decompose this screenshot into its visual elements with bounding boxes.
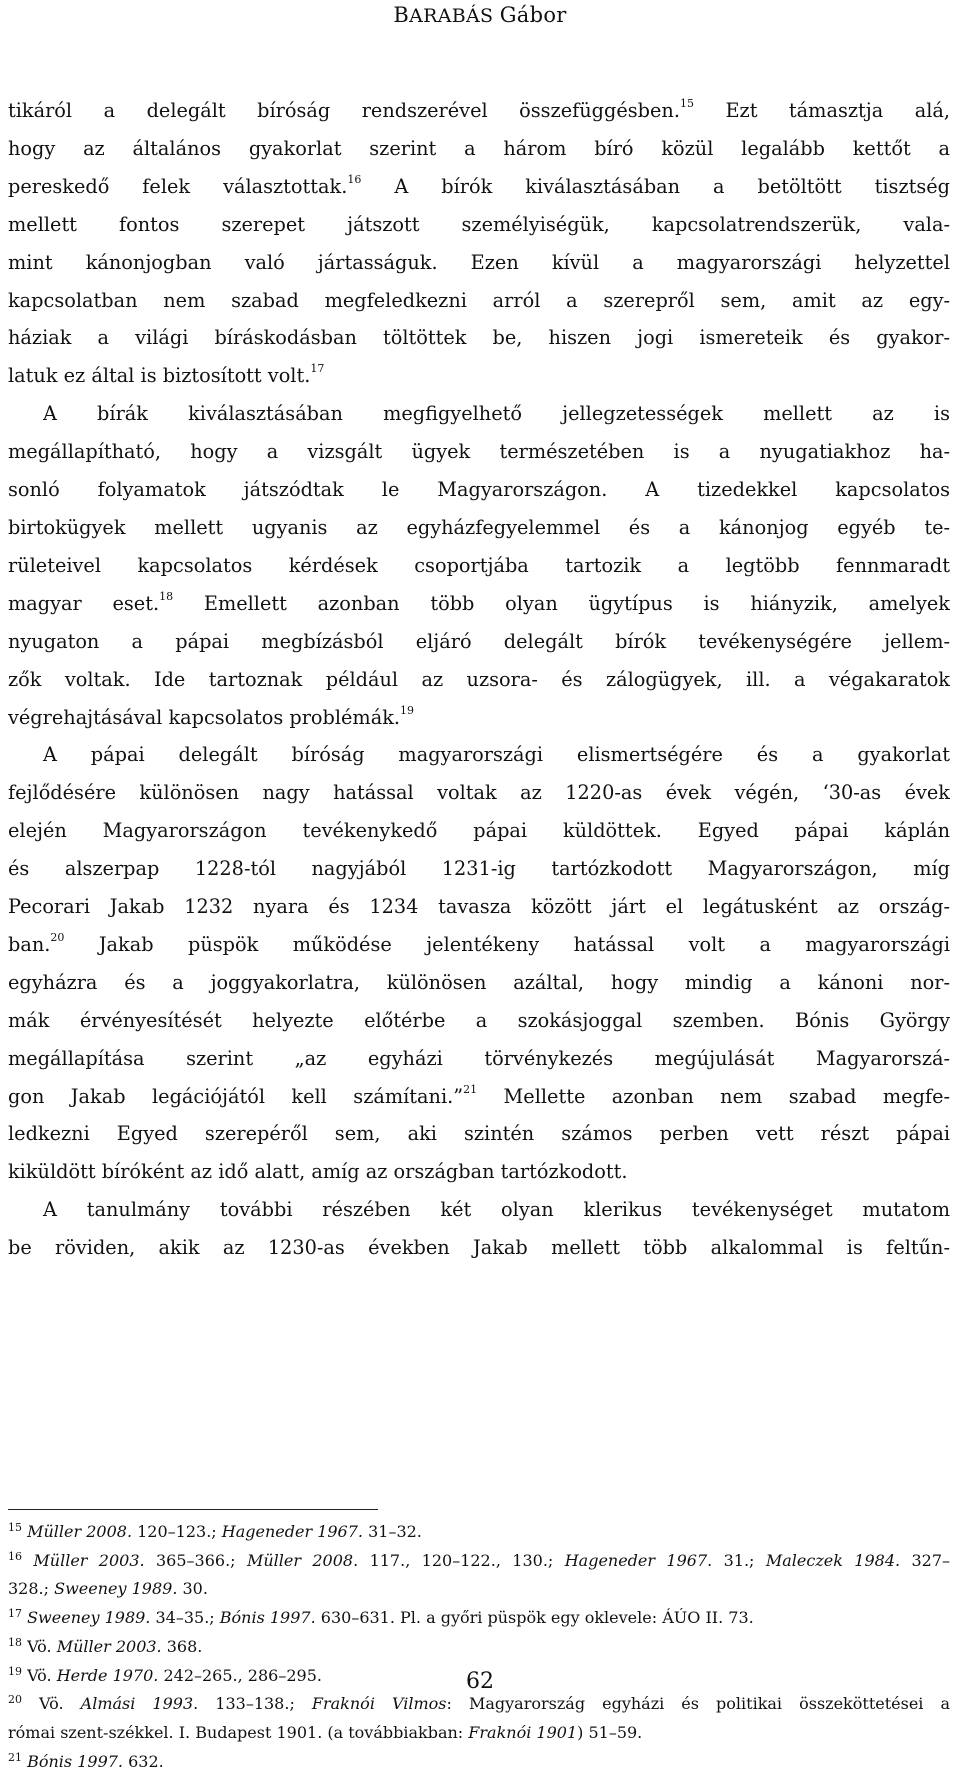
body-line [8, 547, 950, 585]
body-line [8, 623, 950, 661]
body-line [8, 736, 950, 774]
body-line [8, 661, 950, 699]
text-run [22, 1551, 33, 1570]
text-run: Vö. [22, 1636, 57, 1656]
text-run: és alszerpap 1228-tól nagyjából 1231-ig tartózkodott Magyarországon, míg [8, 857, 950, 881]
citation-italic: Hageneder 1967. [221, 1522, 363, 1541]
text-run: római szent-székkel. I. Budapest 1901. (a továbbiakban: [8, 1722, 469, 1742]
footnote-reference: 15 [679, 97, 694, 110]
text-run: nyugaton a pápai megbízásból eljáró delegált bírók tevékenységére jellem- [8, 629, 950, 653]
footnote-number: 21 [8, 1750, 22, 1764]
body-line [8, 1002, 950, 1040]
citation-italic: Sweeney 1989. [54, 1579, 178, 1599]
footnote-line [8, 1604, 950, 1633]
text-run: 328.; [8, 1579, 55, 1599]
footnote-number: 18 [8, 1635, 22, 1649]
citation-italic: Fraknói Vilmos [311, 1694, 447, 1714]
running-header [0, 2, 960, 29]
citation-italic: Müller 2008. [27, 1522, 133, 1541]
footnote-reference: 19 [400, 703, 415, 717]
text-run: ledkezni Egyed szerepéről sem, aki szintén számos perben vett részt pápai [8, 1122, 950, 1146]
body-line [8, 357, 950, 395]
body-line [8, 812, 950, 850]
footnote-line [8, 1719, 950, 1748]
text-run: A bírók kiválasztásában a betöltött tisztség [361, 174, 950, 198]
text-run: kiküldött bíróként az idő alatt, amíg az országban tartózkodott. [8, 1160, 628, 1184]
body-line [8, 774, 950, 812]
author-initial: B [393, 3, 410, 27]
text-run: A tanulmány további részében két olyan klerikus tevékenységet mutatom [43, 1198, 950, 1222]
body-line [8, 1153, 950, 1191]
text-run: hogy az általános gyakorlat szerint a három bíró közül legalább kettőt a [8, 136, 950, 160]
body-line [8, 471, 950, 509]
text-run: magyar eset. [8, 591, 160, 615]
text-run: pereskedő felek választottak. [8, 174, 348, 198]
body-line [8, 1078, 950, 1116]
text-run: sonló folyamatok játszódtak le Magyarországon. A tizedekkel kapcsolatos [8, 478, 950, 502]
text-run: 242–265., 286–295. [158, 1665, 322, 1685]
text-run: birtokügyek mellett ugyanis az egyházfegyelemmel és a kánonjog egyéb te- [8, 515, 950, 539]
text-run: Emellett azonban több olyan ügytípus is hiányzik, amelyek [173, 591, 950, 615]
citation-italic: Sweeney 1989. [27, 1608, 151, 1628]
body-line [8, 509, 950, 547]
text-run: háziak a világi bíráskodásban töltöttek be, hiszen jogi ismereteik és gyakor- [8, 326, 950, 350]
text-run: kapcsolatban nem szabad megfeledkezni arról a szerepről sem, amit az egy- [8, 288, 950, 312]
text-run: elején Magyarországon tevékenykedő pápai küldöttek. Egyed pápai káplán [8, 819, 950, 843]
text-run: zők voltak. Ide tartoznak például az uzsora- és zálogügyek, ill. a végakaratok [8, 667, 950, 691]
footnote-line [8, 1575, 950, 1604]
citation-italic: Maleczek 1984. [765, 1550, 901, 1570]
body-line [8, 1229, 950, 1267]
text-run: Vö. [22, 1694, 81, 1714]
text-run: be röviden, akik az 1230-as években Jakab mellett több alkalommal is feltűn- [8, 1236, 950, 1260]
body-line [8, 282, 950, 320]
text-run: ban. [8, 932, 51, 956]
footnote-number: 17 [8, 1607, 22, 1621]
page-number: 62 [466, 1669, 494, 1694]
footnote-reference: 18 [159, 589, 174, 603]
footnote-reference: 21 [463, 1082, 478, 1096]
text-run: 133–138.; [198, 1694, 312, 1714]
body-text [8, 92, 950, 1267]
author-surname-smallcaps: ARABÁS [409, 5, 494, 27]
body-line [8, 395, 950, 433]
body-line [8, 1115, 950, 1153]
text-run: ) 51–59. [577, 1722, 643, 1742]
citation-italic: Fraknói 1901 [468, 1722, 578, 1742]
text-run: 31–32. [363, 1522, 422, 1541]
text-run: : Magyarország egyházi és politikai összeköttetései a [446, 1694, 950, 1714]
footnote-line [8, 1748, 950, 1776]
footnote-number: 20 [8, 1693, 22, 1707]
footnote-number: 15 [8, 1521, 22, 1534]
body-line [8, 168, 950, 206]
text-run: 31.; [712, 1550, 766, 1570]
body-line [8, 888, 950, 926]
text-run: megállapítása szerint „az egyházi törvénykezés megújulását Magyarorszá- [8, 1046, 950, 1070]
text-run: 630–631. Pl. a győri püspök egy oklevele: ÁÚO II. 73. [315, 1608, 754, 1628]
text-run: Ezt támasztja alá, [693, 99, 951, 122]
body-line [8, 206, 950, 244]
footnote-number: 19 [8, 1664, 22, 1678]
text-run: egyházra és a joggyakorlatra, különösen azáltal, hogy mindig a kánoni nor- [8, 970, 950, 994]
text-run: latuk ez által is biztosított volt. [8, 364, 311, 388]
text-run: 117., 120–122., 130.; [358, 1550, 565, 1570]
text-run: tikáról a delegált bíróság rendszerével összefüggésben. [8, 99, 680, 122]
citation-italic: Bónis 1997. [27, 1751, 124, 1771]
footnote-line [8, 1633, 950, 1662]
text-run: végrehajtásával kapcsolatos problémák. [8, 705, 401, 729]
footnote-line [8, 1518, 950, 1547]
text-run: Mellette azonban nem szabad megfe- [477, 1084, 950, 1108]
footnotes [8, 1518, 950, 1776]
footnote-reference: 20 [50, 930, 65, 944]
body-line [8, 92, 950, 130]
footnote-reference: 16 [347, 172, 362, 186]
text-run: 30. [177, 1579, 208, 1599]
body-line [8, 130, 950, 168]
citation-italic: Hageneder 1967. [564, 1550, 713, 1570]
body-line [8, 244, 950, 282]
citation-italic: Müller 2008. [246, 1550, 359, 1570]
footnote-separator [8, 1509, 378, 1510]
footnote-line [8, 1547, 950, 1576]
citation-italic: Müller 2003. [33, 1550, 145, 1570]
body-line [8, 319, 950, 357]
text-run: 632. [123, 1751, 164, 1771]
text-run: Pecorari Jakab 1232 nyara és 1234 tavasza között járt el legátusként az ország- [8, 895, 950, 919]
body-line [8, 699, 950, 737]
text-run: megállapítható, hogy a vizsgált ügyek természetében is a nyugatiakhoz ha- [8, 440, 950, 464]
body-line [8, 585, 950, 623]
text-run: A pápai delegált bíróság magyarországi elismertségére és a gyakorlat [43, 743, 950, 767]
citation-italic: Herde 1970. [56, 1665, 159, 1685]
text-run: A bírák kiválasztásában megfigyelhető jellegzetességek mellett az is [43, 402, 950, 426]
text-run: 120–123.; [132, 1522, 222, 1541]
citation-italic: Almási 1993. [80, 1694, 199, 1714]
text-run: 368. [161, 1636, 203, 1656]
text-run: mák érvényesítését helyezte előtérbe a szokásjoggal szemben. Bónis György [8, 1008, 950, 1032]
text-run: 365–366.; [144, 1550, 247, 1570]
text-run: 34–35.; [150, 1608, 220, 1628]
text-run: 327– [900, 1550, 951, 1570]
text-run: mellett fontos szerepet játszott személyiségük, kapcsolatrendszerük, vala- [8, 212, 950, 236]
citation-italic: Bónis 1997. [219, 1608, 316, 1628]
footnote-reference: 17 [310, 362, 325, 376]
body-line [8, 433, 950, 471]
body-line [8, 850, 950, 888]
author-first-name: Gábor [499, 3, 567, 27]
text-run: gon Jakab legációjától kell számítani.” [8, 1084, 464, 1108]
text-run: fejlődésére különösen nagy hatással voltak az 1220-as évek végén, ‘30-as évek [8, 781, 950, 805]
body-line [8, 1040, 950, 1078]
body-line [8, 926, 950, 964]
text-run: Jakab püspök működése jelentékeny hatással volt a magyarországi [64, 932, 950, 956]
body-line [8, 964, 950, 1002]
text-run: rületeivel kapcsolatos kérdések csoportjába tartozik a legtöbb fennmaradt [8, 553, 950, 577]
footnote-number: 16 [8, 1549, 22, 1563]
body-line [8, 1191, 950, 1229]
text-run: mint kánonjogban való jártasságuk. Ezen kívül a magyarországi helyzettel [8, 250, 950, 274]
text-run: Vö. [22, 1665, 57, 1685]
citation-italic: Müller 2003. [56, 1636, 162, 1656]
